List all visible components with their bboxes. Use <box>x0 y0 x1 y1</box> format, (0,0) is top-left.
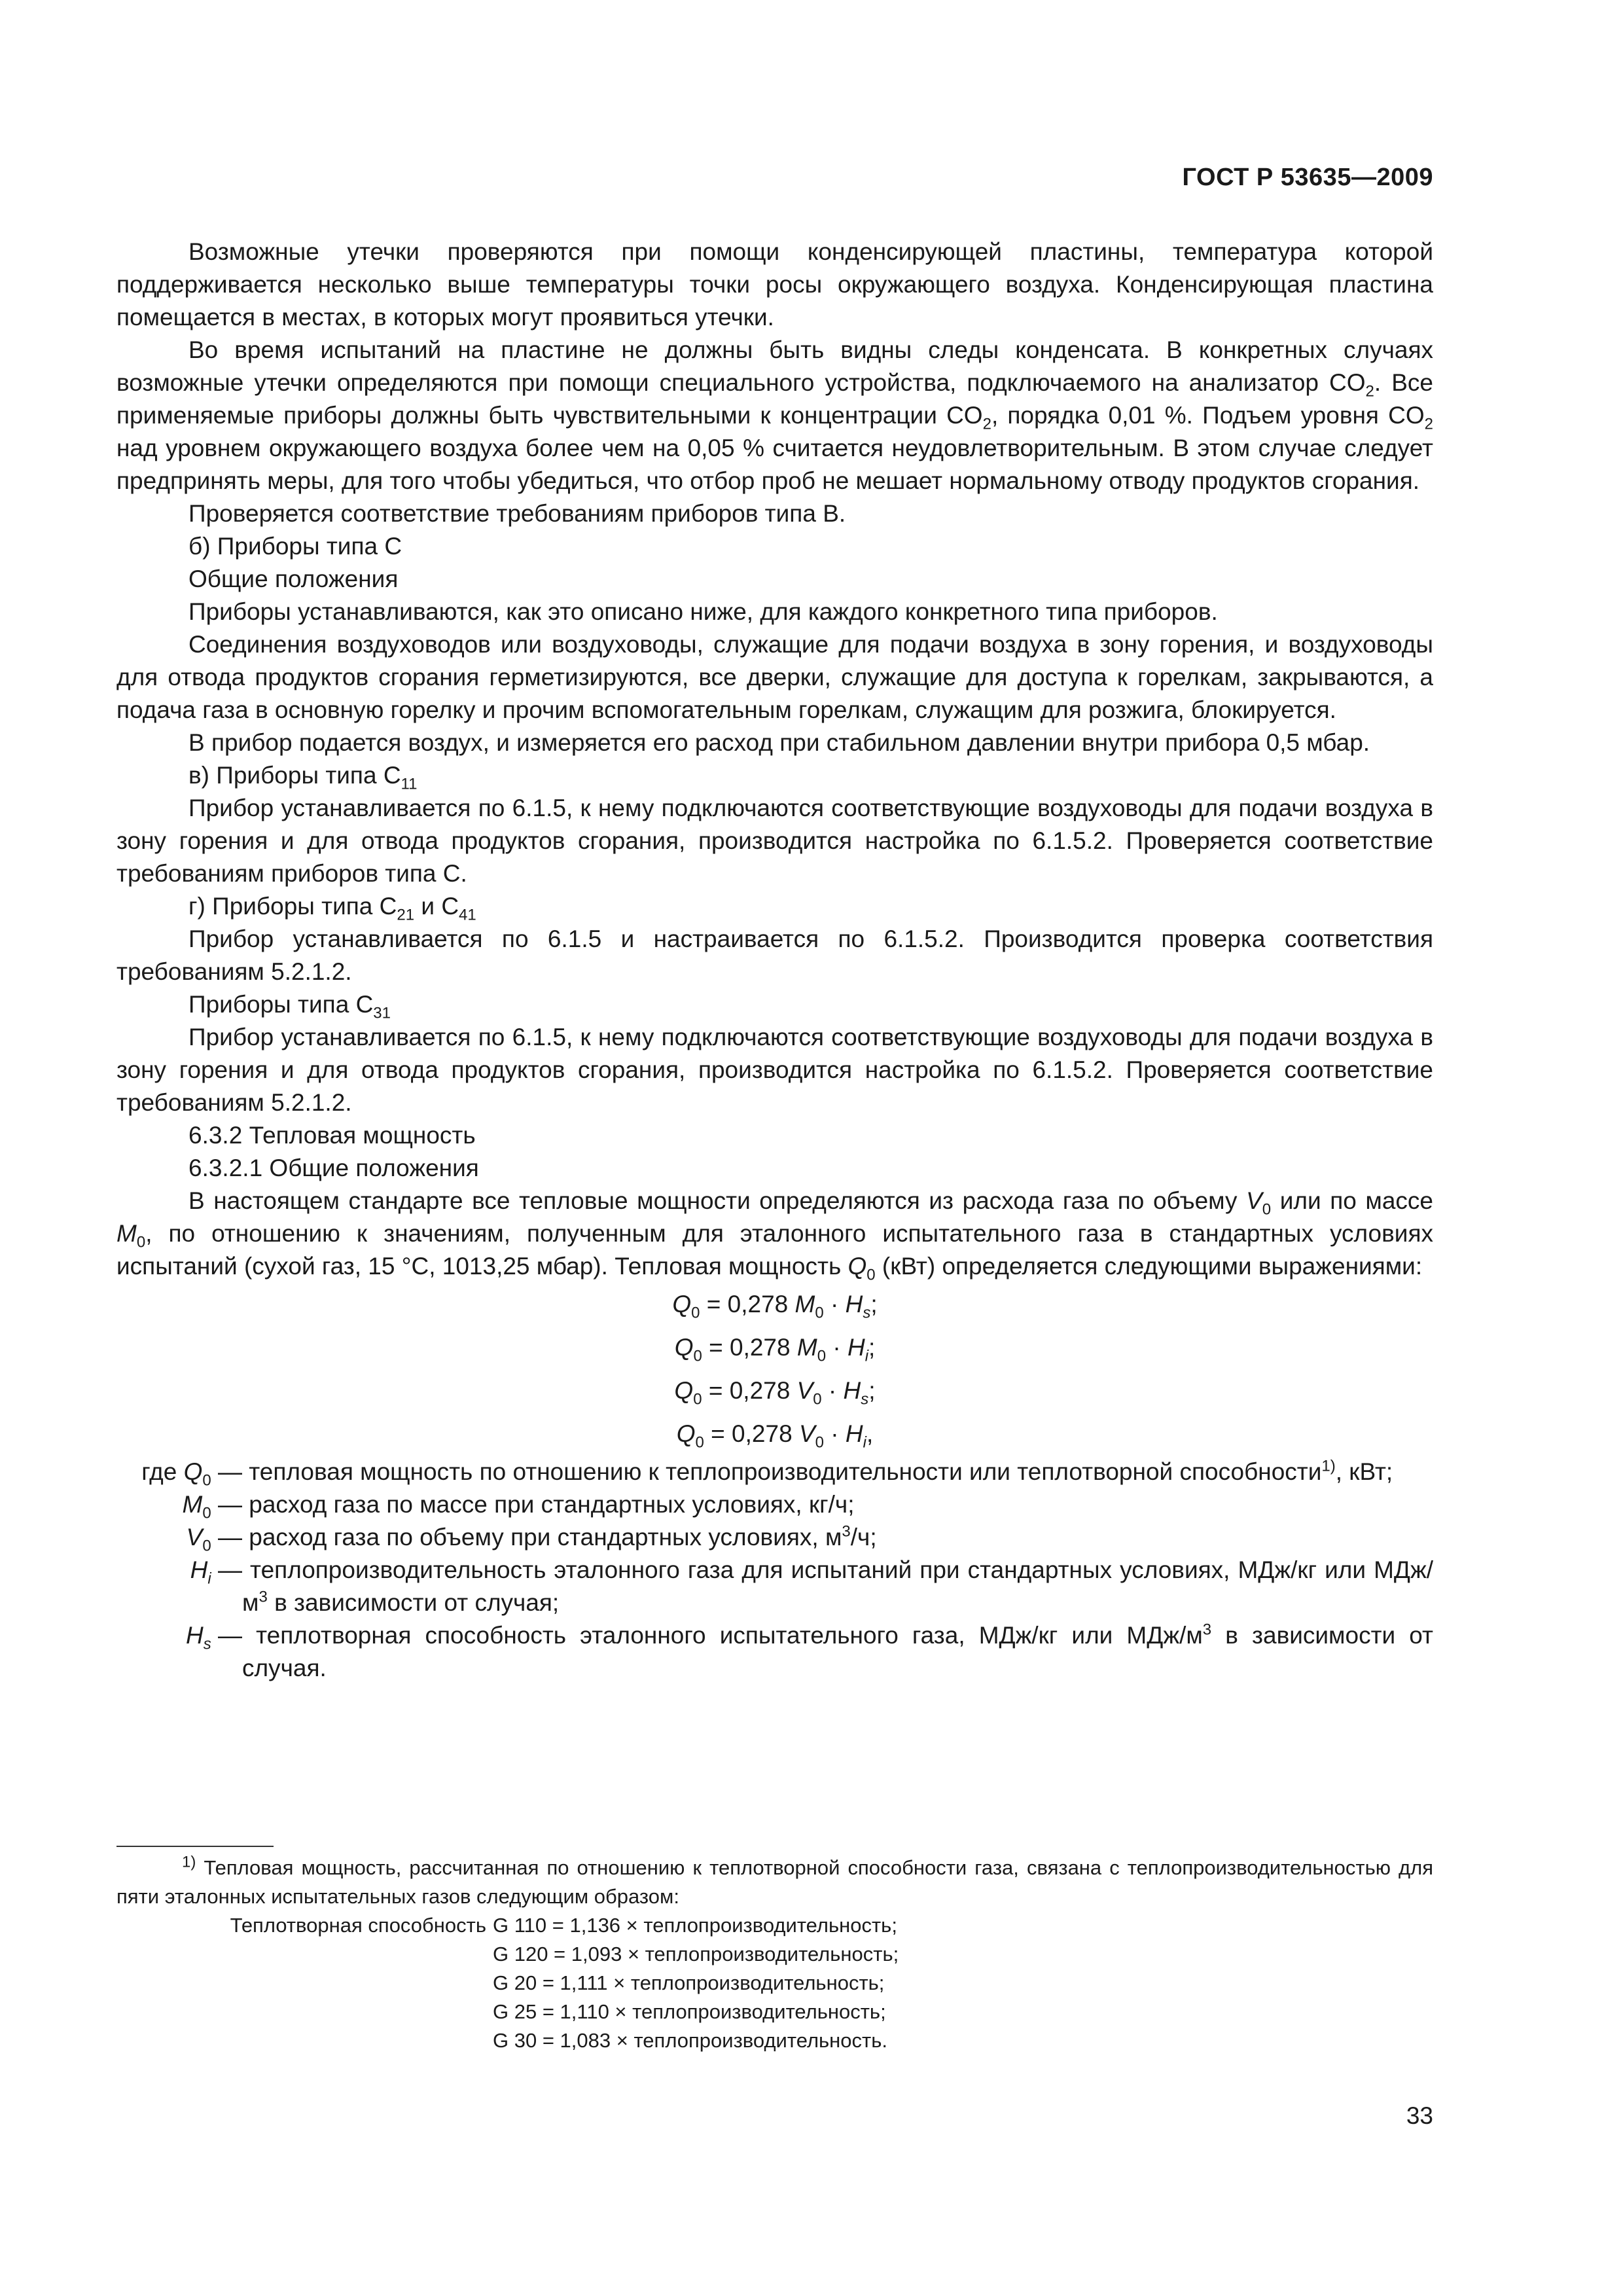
definition-symbol <box>116 1456 242 1488</box>
text-run: над уровнем окружающего воздуха более чем на 0,05 % считается неудовлетворительным. В этом случае следует предпринять меры, для того чтобы убедиться, что отбор проб не мешает нормальному отводу продуктов сгорания. <box>116 435 1433 494</box>
ratio-row <box>116 1969 1433 1998</box>
definition-symbol <box>116 1521 242 1554</box>
definition-row <box>116 1456 1433 1488</box>
subscript: 2 <box>1365 382 1374 401</box>
section-heading-6-3-2: 6.3.2 Тепловая мощность <box>188 1122 476 1149</box>
text-run: — <box>211 1524 242 1551</box>
symbol: H <box>845 1420 863 1447</box>
main-text <box>116 236 1433 1685</box>
text-run: , порядка 0,01 %. Подъем уровня CO <box>991 402 1425 429</box>
subscript: 2 <box>1424 415 1433 433</box>
text-run: /ч; <box>850 1524 877 1551</box>
subscript: i <box>863 1433 866 1452</box>
subscript: 0 <box>815 1304 824 1322</box>
subscript: 21 <box>397 906 415 924</box>
subscript: 0 <box>202 1471 211 1490</box>
superscript: 3 <box>842 1522 851 1541</box>
subscript: s <box>203 1635 211 1653</box>
symbol: M <box>182 1491 203 1518</box>
subscript: 41 <box>459 906 476 924</box>
text-run: ; <box>870 1291 878 1318</box>
text-run: Во время испытаний на пластине не должны быть видны следы конденсата. В конкретных случаях возможные утечки определяются при помощи специального устройства, подключаемого на анализатор CO <box>116 336 1433 396</box>
definition-symbol <box>116 1488 242 1521</box>
paragraph-c11: Прибор устанавливается по 6.1.5, к нему подключаются соответствующие воздуховоды для подачи воздуха в зону горения и для отвода продуктов сгорания, производится настройка по 6.1.5.2. Проверяется соответствие требованиям приборов типа С. <box>116 795 1433 887</box>
text-run: В настоящем стандарте все тепловые мощности определяются из расхода газа по объему <box>188 1187 1247 1214</box>
text-run: ; <box>868 1334 876 1361</box>
paragraph-type-b-check: Проверяется соответствие требованиям приборов типа В. <box>188 500 846 527</box>
ratio-row <box>116 1998 1433 2026</box>
ratio-label-empty <box>116 1940 493 1969</box>
subscript: 0 <box>202 1504 211 1522</box>
heading-type-c21-c41 <box>116 890 1433 923</box>
definitions-list <box>116 1456 1433 1685</box>
paragraph-ducts: Соединения воздуховодов или воздуховоды, служащие для подачи воздуха в зону горения, и воздуховоды для отвода продуктов сгорания герметизируются, все дверки, служащие для доступа к горелкам, закрываются, а подача газа в основную горелку и прочим вспомогательным горелкам, служащим для розжига, блокируется. <box>116 631 1433 723</box>
subscript: 0 <box>815 1433 824 1452</box>
text-run: и С <box>414 893 459 920</box>
subscript: 2 <box>982 415 991 433</box>
superscript: 1) <box>1321 1457 1336 1475</box>
section-heading-6-3-2-1: 6.3.2.1 Общие положения <box>188 1155 479 1181</box>
subscript: 0 <box>693 1390 702 1408</box>
superscript: 3 <box>259 1588 268 1606</box>
subscript: 0 <box>813 1390 822 1408</box>
subscript: 0 <box>202 1537 211 1555</box>
paragraph-heat-power <box>116 1185 1433 1283</box>
text-run: = 0,278 <box>702 1334 797 1361</box>
definition-text <box>242 1554 1433 1619</box>
ratio-value: G 20 = 1,111 × теплопроизводительность; <box>493 1971 885 1994</box>
text-run: где <box>141 1458 184 1485</box>
text-run: расход газа по массе при стандартных условиях, кг/ч; <box>249 1491 855 1518</box>
text-run: · <box>821 1377 844 1404</box>
symbol: Q <box>183 1458 203 1485</box>
ratio-value: G 120 = 1,093 × теплопроизводительность; <box>493 1943 899 1965</box>
text-run: г) Приборы типа С <box>188 893 397 920</box>
subscript: 31 <box>373 1004 391 1022</box>
heading-type-c: б) Приборы типа С <box>188 533 402 560</box>
text-run: (кВт) определяется следующими выражениями: <box>875 1253 1423 1280</box>
text-run: · <box>823 1420 846 1447</box>
text-run: в зависимости от случая. <box>242 1622 1434 1681</box>
footnote-marker: 1) <box>182 1853 196 1871</box>
subscript: i <box>207 1570 211 1588</box>
subscript: 0 <box>691 1304 700 1322</box>
symbol: H <box>190 1556 208 1583</box>
footnote <box>116 1854 1433 2055</box>
text-run: ; <box>868 1377 876 1404</box>
paragraph-air-flow: В прибор подается воздух, и измеряется его расход при стабильном давлении внутри прибора 0,5 мбар. <box>188 729 1370 756</box>
definition-text <box>242 1456 1433 1488</box>
symbol: H <box>843 1377 861 1404</box>
heading-type-c11 <box>116 759 1433 792</box>
text-run: теплотворная способность эталонного испытательного газа, МДж/кг или МДж/м <box>256 1622 1203 1649</box>
symbol: Q <box>674 1377 694 1404</box>
text-run: , <box>866 1420 874 1447</box>
text-run: = 0,278 <box>702 1377 797 1404</box>
subscript: 0 <box>817 1347 827 1365</box>
symbol: V <box>796 1377 813 1404</box>
text-run: в зависимости от случая; <box>267 1589 560 1616</box>
paragraph-condensate <box>116 334 1433 497</box>
ratio-value: G 25 = 1,110 × теплопроизводительность; <box>493 2000 886 2023</box>
paragraph-leak-check: Возможные утечки проверяются при помощи конденсирующей пластины, температура которой поддерживается несколько выше температуры точки росы окружающего воздуха. Конденсирующая пластина помещается в местах, в которых могут проявиться утечки. <box>116 238 1433 331</box>
definition-row <box>116 1554 1433 1619</box>
ratio-row <box>116 2026 1433 2055</box>
symbol: H <box>845 1291 863 1318</box>
ratio-value: G 30 = 1,083 × теплопроизводительность. <box>493 2029 888 2052</box>
subscript: i <box>865 1347 869 1365</box>
subscript: s <box>861 1390 869 1408</box>
document-code-header: ГОСТ Р 53635—2009 <box>1182 164 1433 191</box>
text-run: в) Приборы типа С <box>188 762 401 789</box>
text-run: = 0,278 <box>700 1291 795 1318</box>
superscript: 3 <box>1202 1621 1212 1639</box>
heading-general: Общие положения <box>188 565 399 592</box>
heading-type-c31 <box>116 988 1433 1021</box>
ratio-label-empty <box>116 1998 493 2026</box>
symbol: M <box>796 1334 817 1361</box>
text-run: , по отношению к значениям, полученным для эталонного испытательного газа в стандартных условиях испытаний (сухой газ, 15 °С, 1013,25 мбар). Тепловая мощность <box>116 1220 1433 1280</box>
text-run: расход газа по объему при стандартных условиях, м <box>249 1524 842 1551</box>
text-run: — <box>211 1491 242 1518</box>
text-run: Приборы типа С <box>188 991 374 1018</box>
footnote-ratios <box>116 1911 1433 2055</box>
definition-row <box>116 1619 1433 1685</box>
text-run: . Все применяемые приборы должны быть чувствительными к концентрации CO <box>116 369 1433 429</box>
text-run: тепловая мощность по отношению к теплопроизводительности или теплотворной способности <box>249 1458 1322 1485</box>
definition-symbol <box>116 1554 242 1619</box>
ratio-label: Теплотворная способность <box>230 1914 486 1937</box>
subscript: 0 <box>136 1233 146 1251</box>
text-run: или по массе <box>1271 1187 1433 1214</box>
symbol: H <box>847 1334 865 1361</box>
text-run: — <box>211 1458 242 1485</box>
subscript: s <box>863 1304 871 1322</box>
symbol: M <box>116 1220 137 1247</box>
subscript: 0 <box>866 1266 876 1284</box>
definition-row <box>116 1521 1433 1554</box>
definition-row <box>116 1488 1433 1521</box>
paragraph-c31: Прибор устанавливается по 6.1.5, к нему подключаются соответствующие воздуховоды для подачи воздуха в зону горения и для отвода продуктов сгорания, производится настройка по 6.1.5.2. Проверяется соответствие требованиям 5.2.1.2. <box>116 1024 1433 1116</box>
page-number: 33 <box>1406 2102 1433 2129</box>
text-run: Тепловая мощность, рассчитанная по отношению к теплотворной способности газа, связана с теплопроизводительностью для пяти эталонных испытательных газов следующим образом: <box>116 1856 1433 1908</box>
symbol: Q <box>676 1420 696 1447</box>
ratio-value: G 110 = 1,136 × теплопроизводительность; <box>493 1914 897 1937</box>
formula <box>116 1283 1433 1326</box>
symbol: Q <box>847 1253 867 1280</box>
paragraph-c21-c41: Прибор устанавливается по 6.1.5 и настраивается по 6.1.5.2. Производится проверка соответствия требованиям 5.2.1.2. <box>116 925 1433 985</box>
definition-text <box>242 1488 1433 1521</box>
definition-text <box>242 1521 1433 1554</box>
symbol: H <box>185 1622 204 1649</box>
text-run: — <box>211 1622 242 1649</box>
symbol: Q <box>674 1334 694 1361</box>
symbol: V <box>186 1524 203 1551</box>
formula <box>116 1369 1433 1412</box>
definition-symbol <box>116 1619 242 1685</box>
paragraph-install: Приборы устанавливаются, как это описано ниже, для каждого конкретного типа приборов. <box>188 598 1218 625</box>
text-run: теплопроизводительность эталонного газа для испытаний при стандартных условиях, МДж/кг или МДж/ м <box>242 1556 1433 1616</box>
subscript: 11 <box>401 775 418 793</box>
text-run: , кВт; <box>1335 1458 1393 1485</box>
text-run: — <box>211 1556 242 1583</box>
ratio-row <box>116 1911 1433 1940</box>
formula <box>116 1326 1433 1369</box>
subscript: 0 <box>695 1433 704 1452</box>
symbol: Q <box>672 1291 692 1318</box>
symbol: V <box>1246 1187 1262 1214</box>
footnote-text <box>116 1854 1433 1911</box>
ratio-label-empty <box>116 1969 493 1998</box>
symbol: V <box>798 1420 815 1447</box>
subscript: 0 <box>693 1347 702 1365</box>
text-run: · <box>823 1291 846 1318</box>
definition-text <box>242 1619 1433 1685</box>
formula-block <box>116 1283 1433 1456</box>
text-run: · <box>826 1334 847 1361</box>
subscript: 0 <box>1262 1200 1272 1219</box>
ratio-row <box>116 1940 1433 1969</box>
ratio-label-empty <box>116 2026 493 2055</box>
formula <box>116 1412 1433 1456</box>
symbol: M <box>794 1291 815 1318</box>
footnote-separator <box>116 1846 274 1847</box>
text-run: = 0,278 <box>704 1420 799 1447</box>
